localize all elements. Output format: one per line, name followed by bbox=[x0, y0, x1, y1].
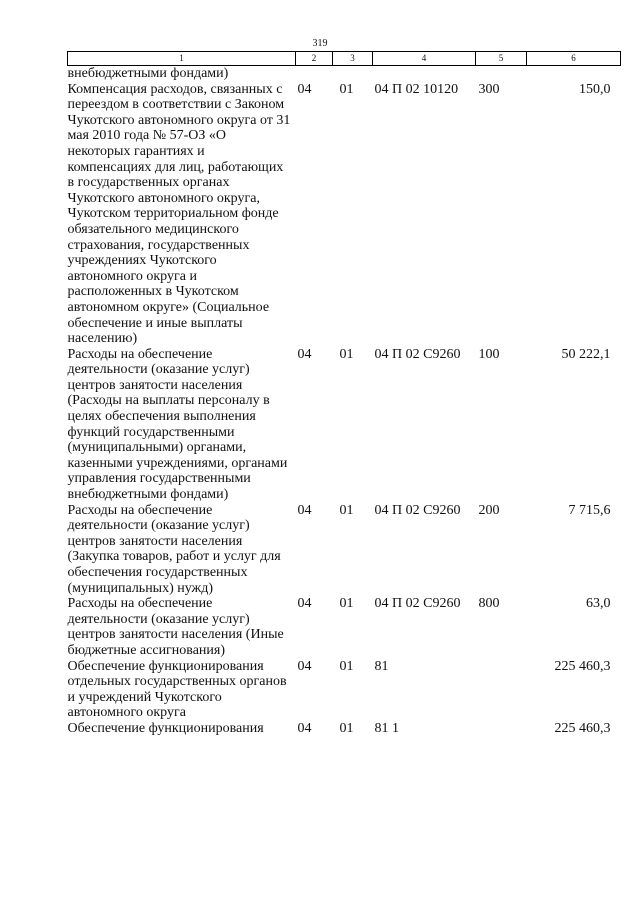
column-number-6: 6 bbox=[527, 52, 621, 66]
row-name: внебюджетными фондами) bbox=[67, 66, 229, 81]
row-name: Обеспечение функционирования отдельных государственных органов и учреждений Чукотского автономного округа bbox=[67, 658, 287, 721]
table-row bbox=[68, 596, 621, 658]
row-expense-type bbox=[476, 721, 527, 737]
row-amount: 7 715,6 bbox=[568, 502, 611, 518]
row-article: 04 П 02 С9260 bbox=[374, 502, 461, 518]
table-row bbox=[68, 503, 621, 597]
table-header bbox=[68, 52, 621, 66]
row-section: 04 bbox=[297, 346, 312, 362]
row-subsection: 01 bbox=[339, 596, 354, 612]
table-row bbox=[68, 66, 621, 82]
row-amount: 63,0 bbox=[586, 596, 611, 612]
row-name: Расходы на обеспечение деятельности (оказание услуг) центров занятости населения (Иные бюджетные ассигнования) bbox=[67, 596, 284, 658]
row-subsection bbox=[333, 66, 373, 82]
row-article: 81 1 bbox=[374, 720, 399, 736]
row-amount bbox=[527, 66, 621, 82]
row-amount: 225 460,3 bbox=[554, 720, 611, 736]
budget-table bbox=[67, 51, 621, 737]
row-section: 04 bbox=[297, 502, 312, 518]
row-subsection: 01 bbox=[339, 502, 354, 518]
row-expense-type: 300 bbox=[478, 81, 500, 97]
row-section bbox=[296, 66, 333, 82]
row-section: 04 bbox=[297, 720, 312, 736]
row-name: Расходы на обеспечение деятельности (оказание услуг) центров занятости населения (Расходы на выплаты персоналу в целях обеспечения выполнения функций государственными (муниципальными) органами, казенными учреждениями, органами управления государственными внебюджетными фондами) bbox=[67, 346, 288, 503]
row-section: 04 bbox=[297, 81, 312, 97]
row-name: Компенсация расходов, связанных с переездом в соответствии с Законом Чукотского автономного округа от 31 мая 2010 года № 57-ОЗ «О некоторых гарантиях и компенсациях для лиц, работающих в государственных органах Чукотского автономного округа, Чукотском территориальном фонде обязательного медицинского страхования, государственных учреждениях Чукотского автономного округа и расположенных в Чукотском автономном округе» (Социальное обеспечение и иные выплаты населению) bbox=[67, 81, 291, 347]
column-number-1: 1 bbox=[68, 52, 296, 66]
column-number-3: 3 bbox=[333, 52, 373, 66]
row-subsection: 01 bbox=[339, 81, 354, 97]
row-subsection: 01 bbox=[339, 346, 354, 362]
column-number-row bbox=[68, 52, 621, 66]
row-article: 81 bbox=[374, 658, 389, 674]
row-article: 04 П 02 С9260 bbox=[374, 596, 461, 612]
row-section: 04 bbox=[297, 596, 312, 612]
row-amount: 225 460,3 bbox=[554, 658, 611, 674]
row-name: Расходы на обеспечение деятельности (оказание услуг) центров занятости населения (Закупка товаров, работ и услуг для обеспечения государственных (муниципальных) нужд) bbox=[67, 502, 281, 596]
row-expense-type: 800 bbox=[478, 596, 500, 612]
table-row bbox=[68, 82, 621, 347]
row-expense-type: 100 bbox=[478, 346, 500, 362]
column-number-5: 5 bbox=[476, 52, 527, 66]
table-row bbox=[68, 659, 621, 721]
table-row bbox=[68, 721, 621, 737]
row-expense-type: 200 bbox=[478, 502, 500, 518]
row-article bbox=[373, 66, 476, 82]
row-subsection: 01 bbox=[339, 720, 354, 736]
row-article: 04 П 02 С9260 bbox=[374, 346, 461, 362]
row-name: Обеспечение функционирования bbox=[67, 720, 264, 736]
table-row bbox=[68, 347, 621, 503]
row-article: 04 П 02 10120 bbox=[374, 81, 459, 97]
row-expense-type bbox=[476, 66, 527, 82]
page-number: 319 bbox=[312, 38, 328, 49]
row-section: 04 bbox=[297, 658, 312, 674]
row-amount: 150,0 bbox=[579, 81, 611, 97]
row-expense-type bbox=[476, 659, 527, 721]
row-amount: 50 222,1 bbox=[561, 346, 611, 362]
row-subsection: 01 bbox=[339, 658, 354, 674]
table-body bbox=[68, 66, 621, 737]
column-number-2: 2 bbox=[296, 52, 333, 66]
column-number-4: 4 bbox=[373, 52, 476, 66]
